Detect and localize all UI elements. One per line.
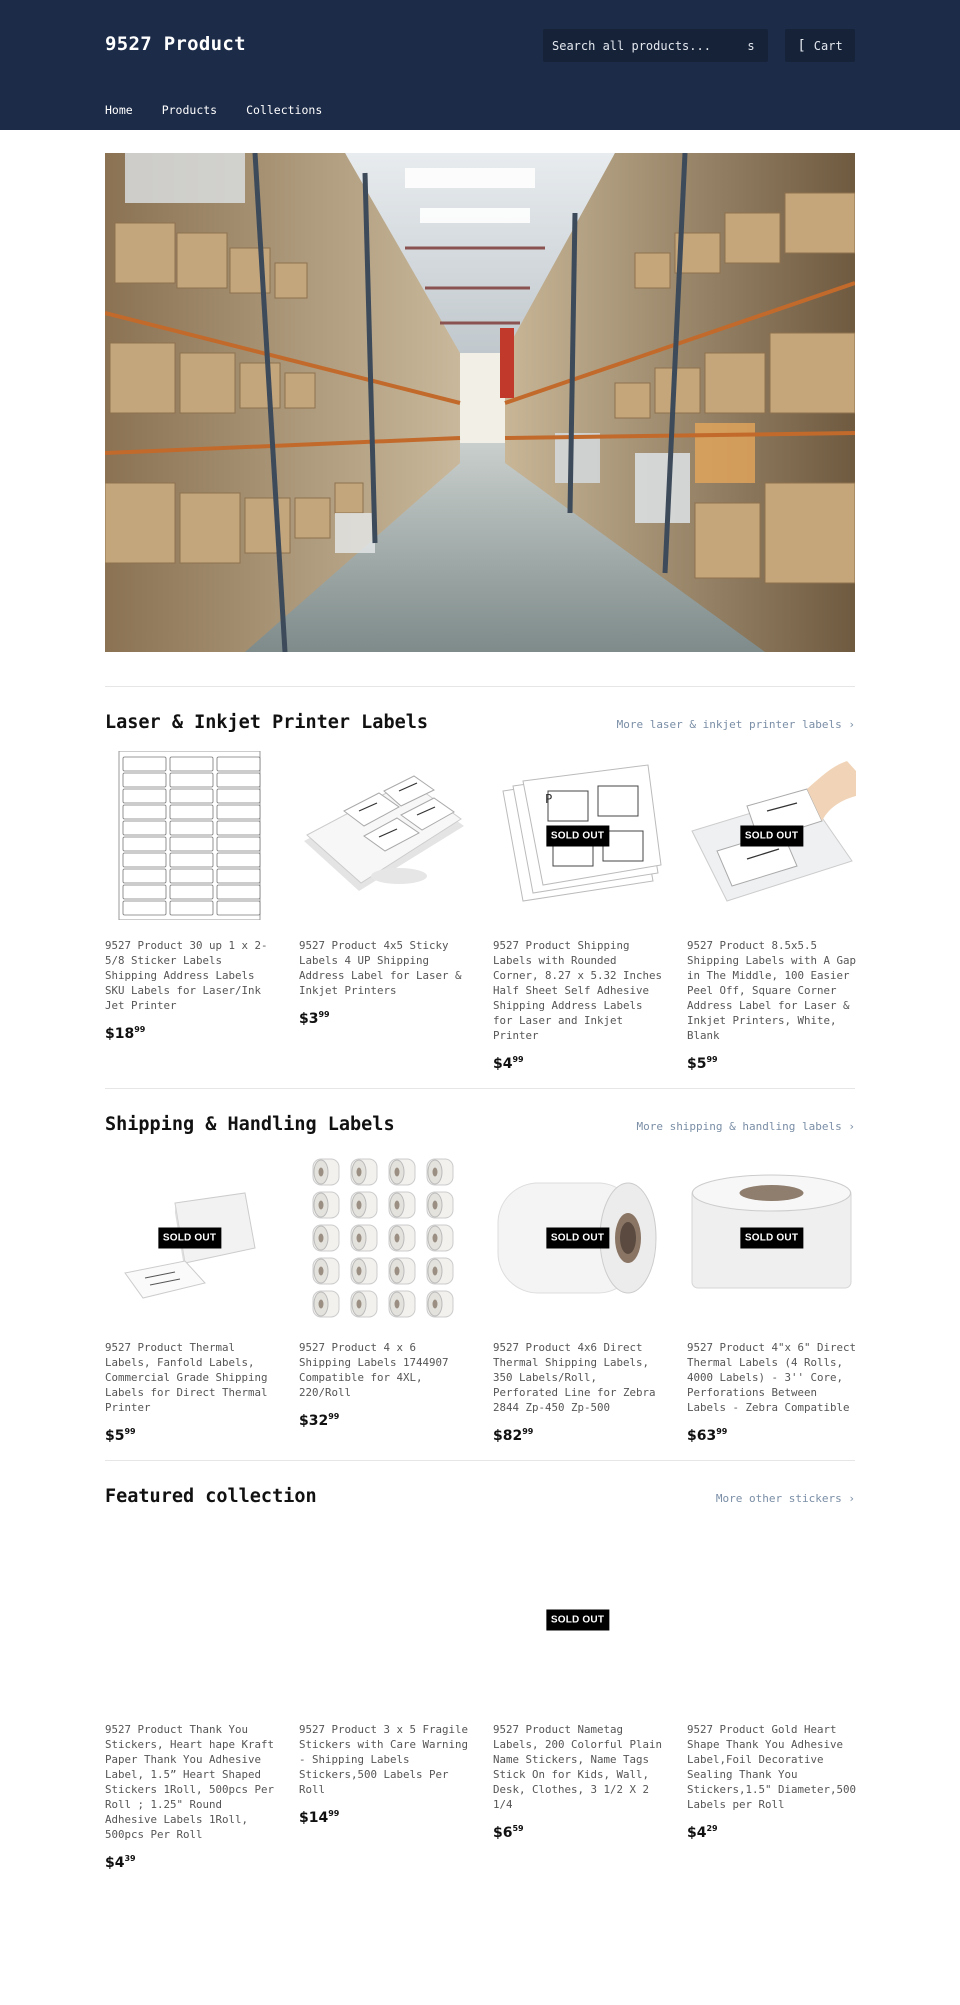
section-featured-collection: [105, 1460, 855, 1871]
product-image[interactable]: [299, 1535, 468, 1704]
product-title[interactable]: 9527 Product 8.5x5.5 Shipping Labels with A Gap in The Middle, 100 Easier Peel Off, Square Corner Address Label for Laser & Inkjet Printers, White, Blank: [687, 939, 857, 1042]
product-card[interactable]: [493, 751, 662, 1072]
sold-out-badge: SOLD OUT: [158, 1227, 221, 1248]
product-title[interactable]: 9527 Product 30 up 1 x 2-5/8 Sticker Labels Shipping Address Labels SKU Labels for Laser/Ink Jet Printer: [105, 939, 268, 1012]
more-shipping-labels-link[interactable]: More shipping & handling labels ›: [636, 1120, 855, 1133]
product-title[interactable]: 9527 Product 4"x 6" Direct Thermal Labels (4 Rolls, 4000 Labels) - 3'' Core, Perforations Between Labels - Zebra Compatible: [687, 1341, 857, 1414]
product-title[interactable]: 9527 Product Thank You Stickers, Heart hape Kraft Paper Thank You Adhesive Label, 1.5” Heart Shaped Stickers 1Roll, 500pcs Per Roll ; 1.25" Round Adhesive Labels 1Roll, 500pcs Per Roll: [105, 1723, 275, 1841]
site-header: [0, 0, 960, 130]
product-card[interactable]: [493, 1153, 662, 1444]
product-title[interactable]: 9527 Product Shipping Labels with Rounded Corner, 8.27 x 5.32 Inches Half Sheet Self Adhesive Shipping Address Labels for Laser and Inkjet Printer: [493, 939, 663, 1042]
label-sheets-image: [299, 751, 468, 920]
section-title: Laser & Inkjet Printer Labels: [105, 712, 429, 733]
main-nav: [105, 103, 322, 117]
product-price: $\$4^{29}$: [687, 1824, 718, 1841]
search-form: [543, 29, 768, 62]
product-price: $\$4^{39}$: [105, 1854, 136, 1871]
cart-icon: [: [797, 37, 806, 54]
section-title: Shipping & Handling Labels: [105, 1114, 395, 1135]
hero-image: [105, 153, 855, 652]
section-divider: [105, 686, 855, 687]
more-laser-labels-link[interactable]: More laser & inkjet printer labels ›: [616, 718, 855, 731]
nav-home[interactable]: Home: [105, 103, 133, 117]
cart-label: Cart: [813, 38, 843, 53]
product-price: $\$82^{99}$: [493, 1427, 534, 1444]
product-card[interactable]: [687, 1535, 856, 1871]
product-card[interactable]: [105, 1153, 274, 1444]
product-price: $\$14^{99}$: [299, 1809, 340, 1826]
product-price: $\$3^{99}$: [299, 1010, 330, 1027]
svg-text:P: P: [545, 792, 553, 806]
product-image[interactable]: [105, 1153, 274, 1322]
product-image[interactable]: [493, 1153, 662, 1322]
product-card[interactable]: [299, 1153, 468, 1444]
sold-out-badge: SOLD OUT: [546, 1609, 609, 1630]
product-image[interactable]: [105, 1535, 274, 1704]
product-card[interactable]: [105, 1535, 274, 1871]
product-image[interactable]: [493, 751, 662, 920]
product-image[interactable]: [493, 1535, 662, 1704]
nav-products[interactable]: Products: [161, 103, 218, 117]
cart-button[interactable]: [785, 29, 855, 62]
product-card[interactable]: [299, 1535, 468, 1871]
product-card[interactable]: [493, 1535, 662, 1871]
section-divider: [105, 1088, 855, 1089]
product-card[interactable]: [105, 751, 274, 1072]
product-image[interactable]: [687, 751, 856, 920]
section-laser-inkjet: [105, 686, 855, 1072]
product-title[interactable]: 9527 Product Nametag Labels, 200 Colorful Plain Name Stickers, Name Tags Stick On for Kids, Wall, Desk, Clothes, 3 1/2 X 2 1/4: [493, 1723, 663, 1811]
product-title[interactable]: 9527 Product 4 x 6 Shipping Labels 1744907 Compatible for 4XL, 220/Roll: [299, 1341, 449, 1399]
label-rolls-image: [299, 1153, 468, 1322]
sold-out-badge: SOLD OUT: [740, 825, 803, 846]
product-image[interactable]: [105, 751, 274, 920]
product-image[interactable]: [299, 1153, 468, 1322]
more-other-stickers-link[interactable]: More other stickers ›: [715, 1492, 855, 1505]
site-logo[interactable]: 9527 Product: [105, 33, 246, 55]
product-price: $\$6^{59}$: [493, 1824, 524, 1841]
sold-out-badge: SOLD OUT: [546, 825, 609, 846]
search-input[interactable]: [543, 29, 734, 62]
product-title[interactable]: 9527 Product 4x6 Direct Thermal Shipping Labels, 350 Labels/Roll, Perforated Line for Zebra 2844 Zp-450 Zp-500: [493, 1341, 656, 1414]
product-image[interactable]: [299, 751, 468, 920]
product-title[interactable]: 9527 Product 4x5 Sticky Labels 4 UP Shipping Address Label for Laser & Inkjet Printers: [299, 939, 462, 997]
product-card[interactable]: [687, 751, 856, 1072]
product-image[interactable]: [687, 1535, 856, 1704]
nav-collections[interactable]: Collections: [246, 103, 323, 117]
search-button[interactable]: s: [734, 29, 768, 62]
product-price: $\$5^{99}$: [687, 1055, 718, 1072]
product-price: $\$63^{99}$: [687, 1427, 728, 1444]
sold-out-badge: SOLD OUT: [546, 1227, 609, 1248]
warehouse-aisle-image: [105, 153, 855, 652]
section-divider: [105, 1460, 855, 1461]
product-card[interactable]: [687, 1153, 856, 1444]
product-title[interactable]: 9527 Product Gold Heart Shape Thank You Adhesive Label,Foil Decorative Sealing Thank You Stickers,1.5" Diameter,500 Labels per Roll: [687, 1723, 857, 1811]
product-price: $\$4^{99}$: [493, 1055, 524, 1072]
product-title[interactable]: 9527 Product 3 x 5 Fragile Stickers with Care Warning - Shipping Labels Stickers,500 Labels Per Roll: [299, 1723, 469, 1796]
product-price: $\$5^{99}$: [105, 1427, 136, 1444]
section-title: Featured collection: [105, 1486, 317, 1507]
product-card[interactable]: [299, 751, 468, 1072]
product-price: $\$32^{99}$: [299, 1412, 340, 1429]
label-sheet-image: [105, 751, 274, 920]
product-image[interactable]: [687, 1153, 856, 1322]
product-price: $\$18^{99}$: [105, 1025, 146, 1042]
product-title[interactable]: 9527 Product Thermal Labels, Fanfold Labels, Commercial Grade Shipping Labels for Direct Thermal Printer: [105, 1341, 268, 1414]
sold-out-badge: SOLD OUT: [740, 1227, 803, 1248]
section-shipping-handling: [105, 1088, 855, 1444]
